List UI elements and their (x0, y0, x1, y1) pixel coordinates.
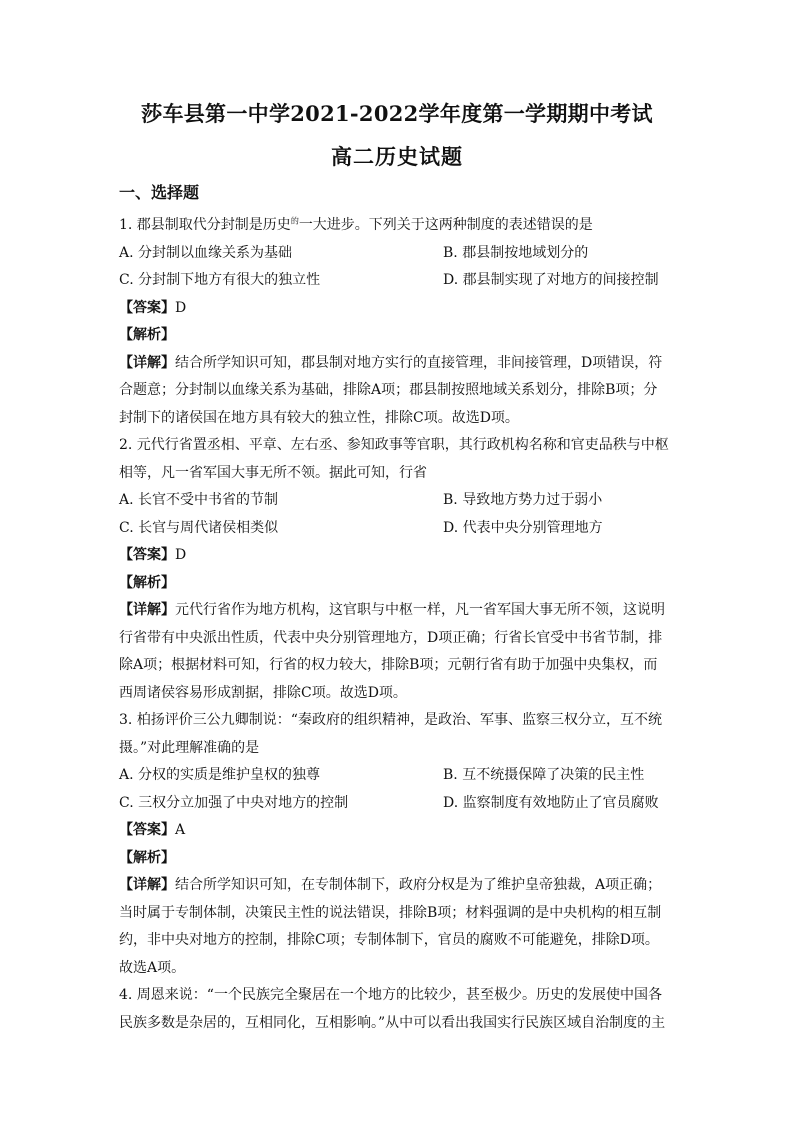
question-3-option-a: A. 分权的实质是维护皇权的独尊 (119, 767, 321, 783)
question-3-option-d: D. 监察制度有效地防止了官员腐败 (443, 794, 659, 811)
question-2-option-a: A. 长官不受中书省的节制 (119, 492, 279, 508)
question-2-detail-line-1: 【详解】元代行省作为地方机构，这官职与中枢一样，凡一省军国大事无所不领，这说明 (119, 602, 665, 618)
question-1-option-b: B. 郡县制按地域划分的 (443, 244, 589, 261)
question-1-stem-line-1: 1. 郡县制取代分封制是历史$^的$一大进步。下列关于这两种制度的表述错误的是 (119, 216, 593, 233)
question-2-options-row-2 (119, 515, 679, 543)
question-2-option-d: D. 代表中央分别管理地方 (443, 519, 603, 536)
question-1-answer: 【答案】D (119, 299, 187, 316)
question-1-options-row-2 (119, 267, 679, 295)
question-2-option-b: B. 导致地方势力过于弱小 (443, 492, 603, 508)
question-1-detail-line-1: 【详解】结合所学知识可知，郡县制对地方实行的直接管理，非间接管理，D项错误，符 (119, 354, 663, 371)
exam-subtitle: 高二历史试题 (331, 144, 463, 169)
question-4-stem-line-1: 4. 周恩来说：“一个民族完全聚居在一个地方的比较少，甚至极少。历史的发展使中国各 (119, 987, 662, 1003)
question-2-detail-line-3: 除A项；根据材料可知，行省的权力较大，排除B项；元朝行省有助于加强中央集权，而 (119, 657, 658, 673)
question-1-option-c: C. 分封制下地方有很大的独立性 (119, 272, 321, 288)
question-3-detail-line-4: 故选A项。 (119, 959, 186, 976)
question-1-detail-line-2: 合题意；分封制以血缘关系为基础，排除A项；郡县制按照地域关系划分，排除B项；分 (119, 382, 658, 398)
question-2-stem-line-2: 相等，凡一省军国大事无所不领。据此可知，行省 (119, 464, 427, 481)
question-1-options-row-1 (119, 240, 679, 268)
question-4-stem-line-2: 民族多数是杂居的，互相同化，互相影响。”从中可以看出我国实行民族区域自治制度的主 (119, 1014, 666, 1031)
question-2-answer: 【答案】D (119, 547, 187, 563)
question-3-stem-line-1: 3. 柏扬评价三公九卿制说：“秦政府的组织精神，是政治、军事、监察三权分立，互不统 (119, 712, 662, 728)
question-3-options-row-2 (119, 790, 679, 818)
question-3-detail-line-3: 约，非中央对地方的控制，排除C项；专制体制下，官员的腐败不可能避免，排除D项。 (119, 932, 659, 948)
question-2-stem-line-1: 2. 元代行省置丞相、平章、左右丞、参知政事等官职，其行政机构名称和官吏品秩与中枢 (119, 437, 669, 453)
question-1-option-a: A. 分封制以血缘关系为基础 (119, 244, 293, 261)
question-3-analysis-label: 【解析】 (119, 849, 175, 866)
question-2-analysis-label: 【解析】 (119, 574, 175, 591)
question-2-option-c: C. 长官与周代诸侯相类似 (119, 519, 279, 536)
question-1-detail-line-3: 封制下的诸侯国在地方具有较大的独立性，排除C项。故选D项。 (119, 409, 519, 426)
question-1-analysis-label: 【解析】 (119, 327, 175, 343)
question-1-option-d: D. 郡县制实现了对地方的间接控制 (443, 272, 659, 288)
question-3-option-b: B. 互不统摄保障了决策的民主性 (443, 767, 645, 783)
question-3-detail-line-2: 当时属于专制体制，决策民主性的说法错误，排除B项；材料强调的是中央机构的相互制 (119, 904, 662, 921)
question-3-answer: 【答案】A (119, 822, 186, 838)
question-2-detail-line-4: 西周诸侯容易形成割据，排除C项。故选D项。 (119, 684, 407, 701)
question-3-stem-line-2: 摄。”对此理解准确的是 (119, 739, 260, 756)
section-title: 一、选择题 (119, 183, 200, 202)
questions-body (119, 212, 679, 1037)
question-3-option-c: C. 三权分立加强了中央对地方的控制 (119, 794, 349, 811)
superscript-mark: 的 (290, 216, 299, 226)
question-3-options-row-1 (119, 762, 679, 790)
question-2-options-row-1 (119, 487, 679, 515)
question-2-detail-line-2: 行省带有中央派出性质，代表中央分别管理地方，D项正确；行省长官受中书省节制，排 (119, 629, 663, 646)
question-3-detail-line-1: 【详解】结合所学知识可知，在专制体制下，政府分权是为了维护皇帝独裁，A项正确； (119, 877, 662, 893)
exam-title: 莎车县第一中学2021-2022学年度第一学期期中考试 (141, 101, 653, 126)
